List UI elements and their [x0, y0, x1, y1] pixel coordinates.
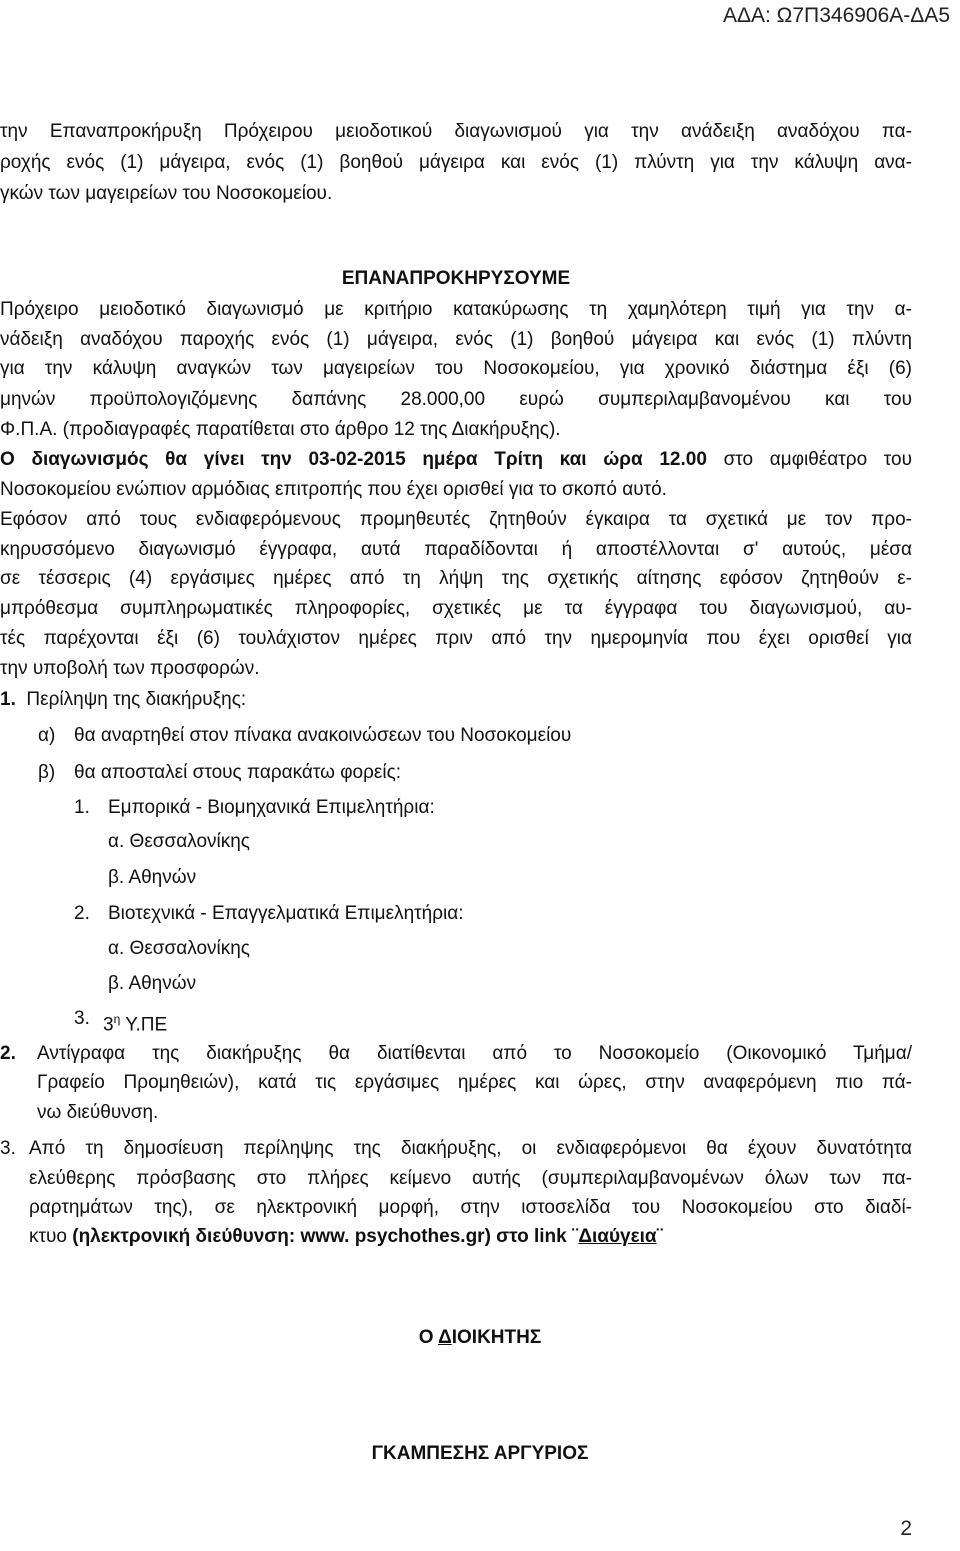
- documents-line: την υποβολή των προσφορών.: [0, 658, 260, 679]
- diavgeia-link[interactable]: Διαύγεια: [578, 1226, 657, 1247]
- recipient-1-b: β. Αθηνών: [108, 867, 197, 888]
- section-number: 3.: [0, 1138, 16, 1159]
- tender-line: Πρόχειρο μειοδοτικό διαγωνισμό με κριτήριο κατακύρωσης τη χαμηλότερη τιμή για την α-: [0, 299, 912, 320]
- item-a-text: θα αναρτηθεί στον πίνακα ανακοινώσεων του Νοσοκομείου: [74, 725, 572, 746]
- recipient-2-a: α. Θεσσαλονίκης: [108, 938, 250, 959]
- section-3-line: ελεύθερης πρόσβασης στο πλήρες κείμενο αυτής (συμπεριλαμβανομένων όλων των πα-: [29, 1168, 912, 1189]
- section-title: Περίληψη της διακήρυξης:: [26, 689, 247, 710]
- documents-line: μπρόθεσμα συμπληρωματικές πληροφορίες, σχετικές με τα έγγραφα του διαγωνισμού, αυ-: [0, 598, 912, 619]
- ada-code: ΑΔΑ: Ω7Π346906Α-ΔΑ5: [722, 4, 950, 27]
- tender-line: Νοσοκομείου ενώπιον αρμόδιας επιτροπής που έχει ορισθεί για το σκοπό αυτό.: [0, 479, 667, 500]
- tender-venue: στο αμφιθέατρο του: [706, 449, 912, 470]
- section-3-prefix: κτυο: [29, 1226, 73, 1247]
- signature-title-pre: Ο: [418, 1327, 439, 1348]
- section-number: 1.: [0, 689, 16, 710]
- section-3-line: Από τη δημοσίευση περίληψης της διακήρυξης, οι ενδιαφερόμενοι θα έχουν δυνατότητα: [29, 1138, 912, 1159]
- item-a-label: α): [38, 725, 56, 746]
- tender-date: Ο διαγωνισμός θα γίνει την 03-02-2015 ημέρα Τρίτη και ώρα 12.00: [0, 449, 707, 470]
- signature-title: [0, 1326, 960, 1350]
- website-address: (ηλεκτρονική διεύθυνση: www. psychothes.gr) στο link ¨: [72, 1226, 579, 1247]
- section-3-link-line: [29, 1225, 663, 1249]
- recipient-3-text: [103, 1007, 167, 1037]
- signature-title-post: ΙΟΙΚΗΤΗΣ: [451, 1327, 542, 1348]
- intro-line: την Επαναπροκήρυξη Πρόχειρου μειοδοτικού διαγωνισμού για την ανάδειξη αναδόχου πα-: [0, 121, 912, 142]
- recipient-1-a: α. Θεσσαλονίκης: [108, 831, 250, 852]
- section-3-line: ραρτημάτων της), σε ηλεκτρονική μορφή, στην ιστοσελίδα του Νοσοκομείου στο διαδί-: [29, 1197, 912, 1218]
- recipient-2-text: Βιοτεχνικά - Επαγγελματικά Επιμελητήρια:: [108, 903, 464, 924]
- recipient-3-sup: η: [113, 1012, 121, 1026]
- section-1-heading: [0, 688, 246, 712]
- tender-line: για την κάλυψη αναγκών των μαγειρείων του Νοσοκομείου, για χρονικό διάστημα έξι (6): [0, 358, 912, 379]
- signatory-name: ΓΚΑΜΠΕΣΗΣ ΑΡΓΥΡΙΟΣ: [371, 1443, 589, 1464]
- documents-line: Εφόσον από τους ενδιαφερόμενους προμηθευτές ζητηθούν έγκαιρα τα σχετικά με τον προ-: [0, 509, 912, 530]
- signature-title-underlined: Δ: [438, 1327, 452, 1348]
- intro-line: γκών των μαγειρείων του Νοσοκομείου.: [0, 183, 333, 204]
- section-2-line: νω διεύθυνση.: [37, 1102, 159, 1123]
- recipient-3-ordinal: 3: [103, 1014, 114, 1036]
- tender-line: Φ.Π.Α. (προδιαγραφές παρατίθεται στο άρθρο 12 της Διακήρυξης).: [0, 419, 561, 440]
- recipient-2-b: β. Αθηνών: [108, 973, 197, 994]
- documents-line: τές παρέχονται έξι (6) τουλάχιστον ημέρες πριν από την ημερομηνία που έχει ορισθεί για: [0, 628, 912, 649]
- recipient-1-text: Εμπορικά - Βιομηχανικά Επιμελητήρια:: [108, 797, 435, 818]
- announcement-heading: ΕΠΑΝΑΠΡΟΚΗΡΥΣΟΥΜΕ: [341, 268, 571, 289]
- recipient-3-name: Υ.ΠΕ: [120, 1014, 168, 1036]
- item-b-label: β): [38, 762, 56, 783]
- documents-line: σε τέσσερις (4) εργάσιμες ημέρες από τη λήψη της σχετικής αίτησης εφόσον ζητηθούν ε-: [0, 568, 912, 589]
- section-number: 2.: [0, 1043, 16, 1064]
- section-2-line: Αντίγραφα της διακήρυξης θα διατίθενται από το Νοσοκομείο (Οικονομικό Τμήμα/: [37, 1043, 912, 1064]
- recipient-3-number: 3.: [74, 1008, 90, 1029]
- tender-line: μηνών προϋπολογιζόμενης δαπάνης 28.000,00 ευρώ συμπεριλαμβανομένου και του: [0, 389, 912, 410]
- section-2-line: Γραφείο Προμηθειών), κατά τις εργάσιμες ημέρες και ώρες, στην αναφερόμενη πιο πά-: [37, 1072, 912, 1093]
- recipient-2-number: 2.: [74, 903, 90, 924]
- link-quote: ¨: [656, 1226, 663, 1247]
- item-b-text: θα αποσταλεί στους παρακάτω φορείς:: [74, 762, 402, 783]
- tender-line: νάδειξη αναδόχου παροχής ενός (1) μάγειρα, ενός (1) βοηθού μάγειρα και ενός (1) πλύντη: [0, 329, 912, 350]
- intro-line: ροχής ενός (1) μάγειρα, ενός (1) βοηθού μάγειρα και ενός (1) πλύντη για την κάλυψη ανα-: [0, 152, 912, 173]
- tender-date-line: [0, 448, 912, 472]
- page-number: 2: [900, 1517, 912, 1540]
- documents-line: κηρυσσόμενο διαγωνισμό έγγραφα, αυτά παραδίδονται ή αποστέλλονται σ' αυτούς, μέσα: [0, 539, 912, 560]
- recipient-1-number: 1.: [74, 797, 90, 818]
